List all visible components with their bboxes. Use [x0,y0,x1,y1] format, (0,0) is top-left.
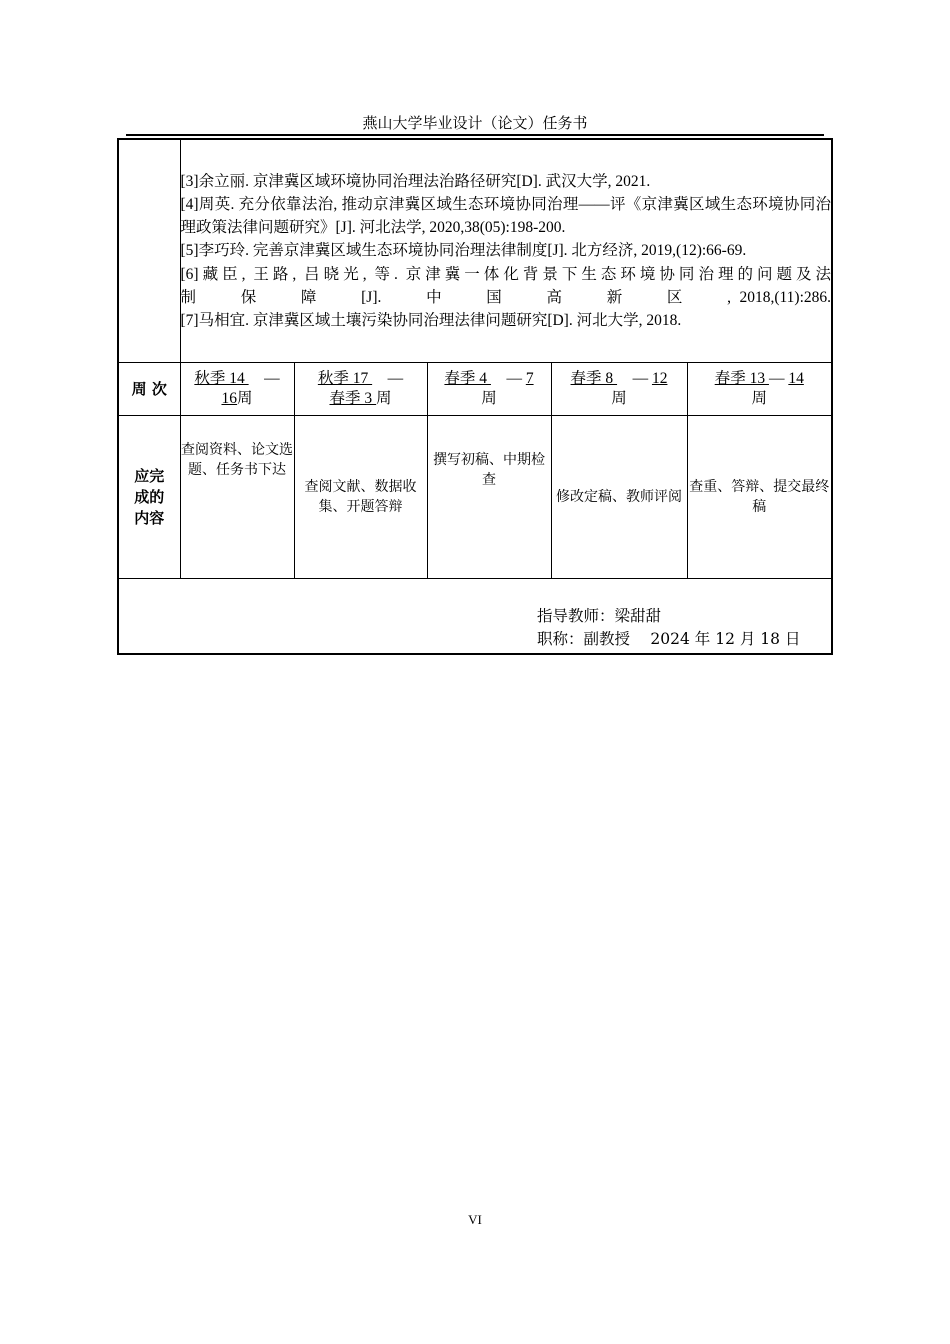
week-period-1 [180,363,294,416]
week-unit: 周 [751,390,768,407]
week-unit: 周 [236,390,253,407]
reference-item: [4]周英. 充分依靠法治, 推动京津冀区域生态环境协同治理——评《京津冀区域生态环境协同治理政策法律问题研究》[J]. 河北法学, 2020,38(05):198-200. [180,195,832,237]
references-label-cell [118,139,180,363]
signature-row [118,579,832,655]
week-dash: — [387,370,404,387]
week-start: 春季 4 [444,370,491,387]
references-cell [180,139,832,363]
week-period-4 [551,363,687,416]
reference-item-continuation: 制 保 障 [J]. 中 国 高 新 区 , 2018,(11):286. [180,288,832,306]
week-period-5 [687,363,832,416]
header-rule-thick [126,134,824,136]
week-end: 7 [525,370,534,387]
week-end: 16 [221,390,237,407]
task-content-1: 查阅资料、论文选题、任务书下达 [180,416,294,579]
week-start: 春季 13 [714,370,769,387]
task-content-3: 撰写初稿、中期检查 [427,416,551,579]
task-label: 应完成的内容 [118,416,180,579]
week-start: 秋季 17 [317,370,373,387]
advisor-title-date: 职称：副教授 2024 年 12 月 18 日 [537,630,801,648]
week-start: 秋季 14 [194,370,249,387]
tasks-row [118,416,832,579]
reference-item: [5]李巧玲. 完善京津冀区域生态环境协同治理法律制度[J]. 北方经济, 2019,(12):66-69. [180,242,747,260]
week-unit: 周 [481,390,497,407]
task-content-4: 修改定稿、教师评阅 [551,416,687,579]
week-dash: — [264,370,280,387]
week-unit: 周 [376,390,392,407]
week-unit: 周 [611,390,627,407]
signature-cell [118,579,832,655]
task-content-2: 查阅文献、数据收集、开题答辩 [294,416,427,579]
document-header-title: 燕山大学毕业设计（论文）任务书 [362,114,588,132]
reference-item: [6]藏臣, 王路, 吕晓光, 等. 京津冀一体化背景下生态环境协同治理的问题及法 [180,265,832,283]
week-dash: — [506,370,522,387]
week-end: 春季 3 [329,390,376,407]
page-number: VI [468,1212,482,1227]
week-label: 周 次 [118,363,180,416]
reference-item: [7]马相宜. 京津冀区域土壤污染协同治理法律问题研究[D]. 河北大学, 2018. [180,312,682,329]
week-dash: — [768,370,785,387]
task-content-5: 查重、答辩、提交最终稿 [687,416,832,579]
week-dash: — [632,370,649,387]
advisor-name: 指导教师：梁甜甜 [537,607,662,625]
week-end: 12 [651,370,668,387]
signature-block [537,605,800,651]
weeks-row [118,363,832,416]
week-start: 春季 8 [570,370,618,387]
week-period-2 [294,363,427,416]
reference-item: [3]余立丽. 京津冀区域环境协同治理法治路径研究[D]. 武汉大学, 2021. [180,172,651,190]
task-table [117,138,833,655]
references-row [118,139,832,363]
week-end: 14 [788,370,804,387]
week-period-3 [427,363,551,416]
